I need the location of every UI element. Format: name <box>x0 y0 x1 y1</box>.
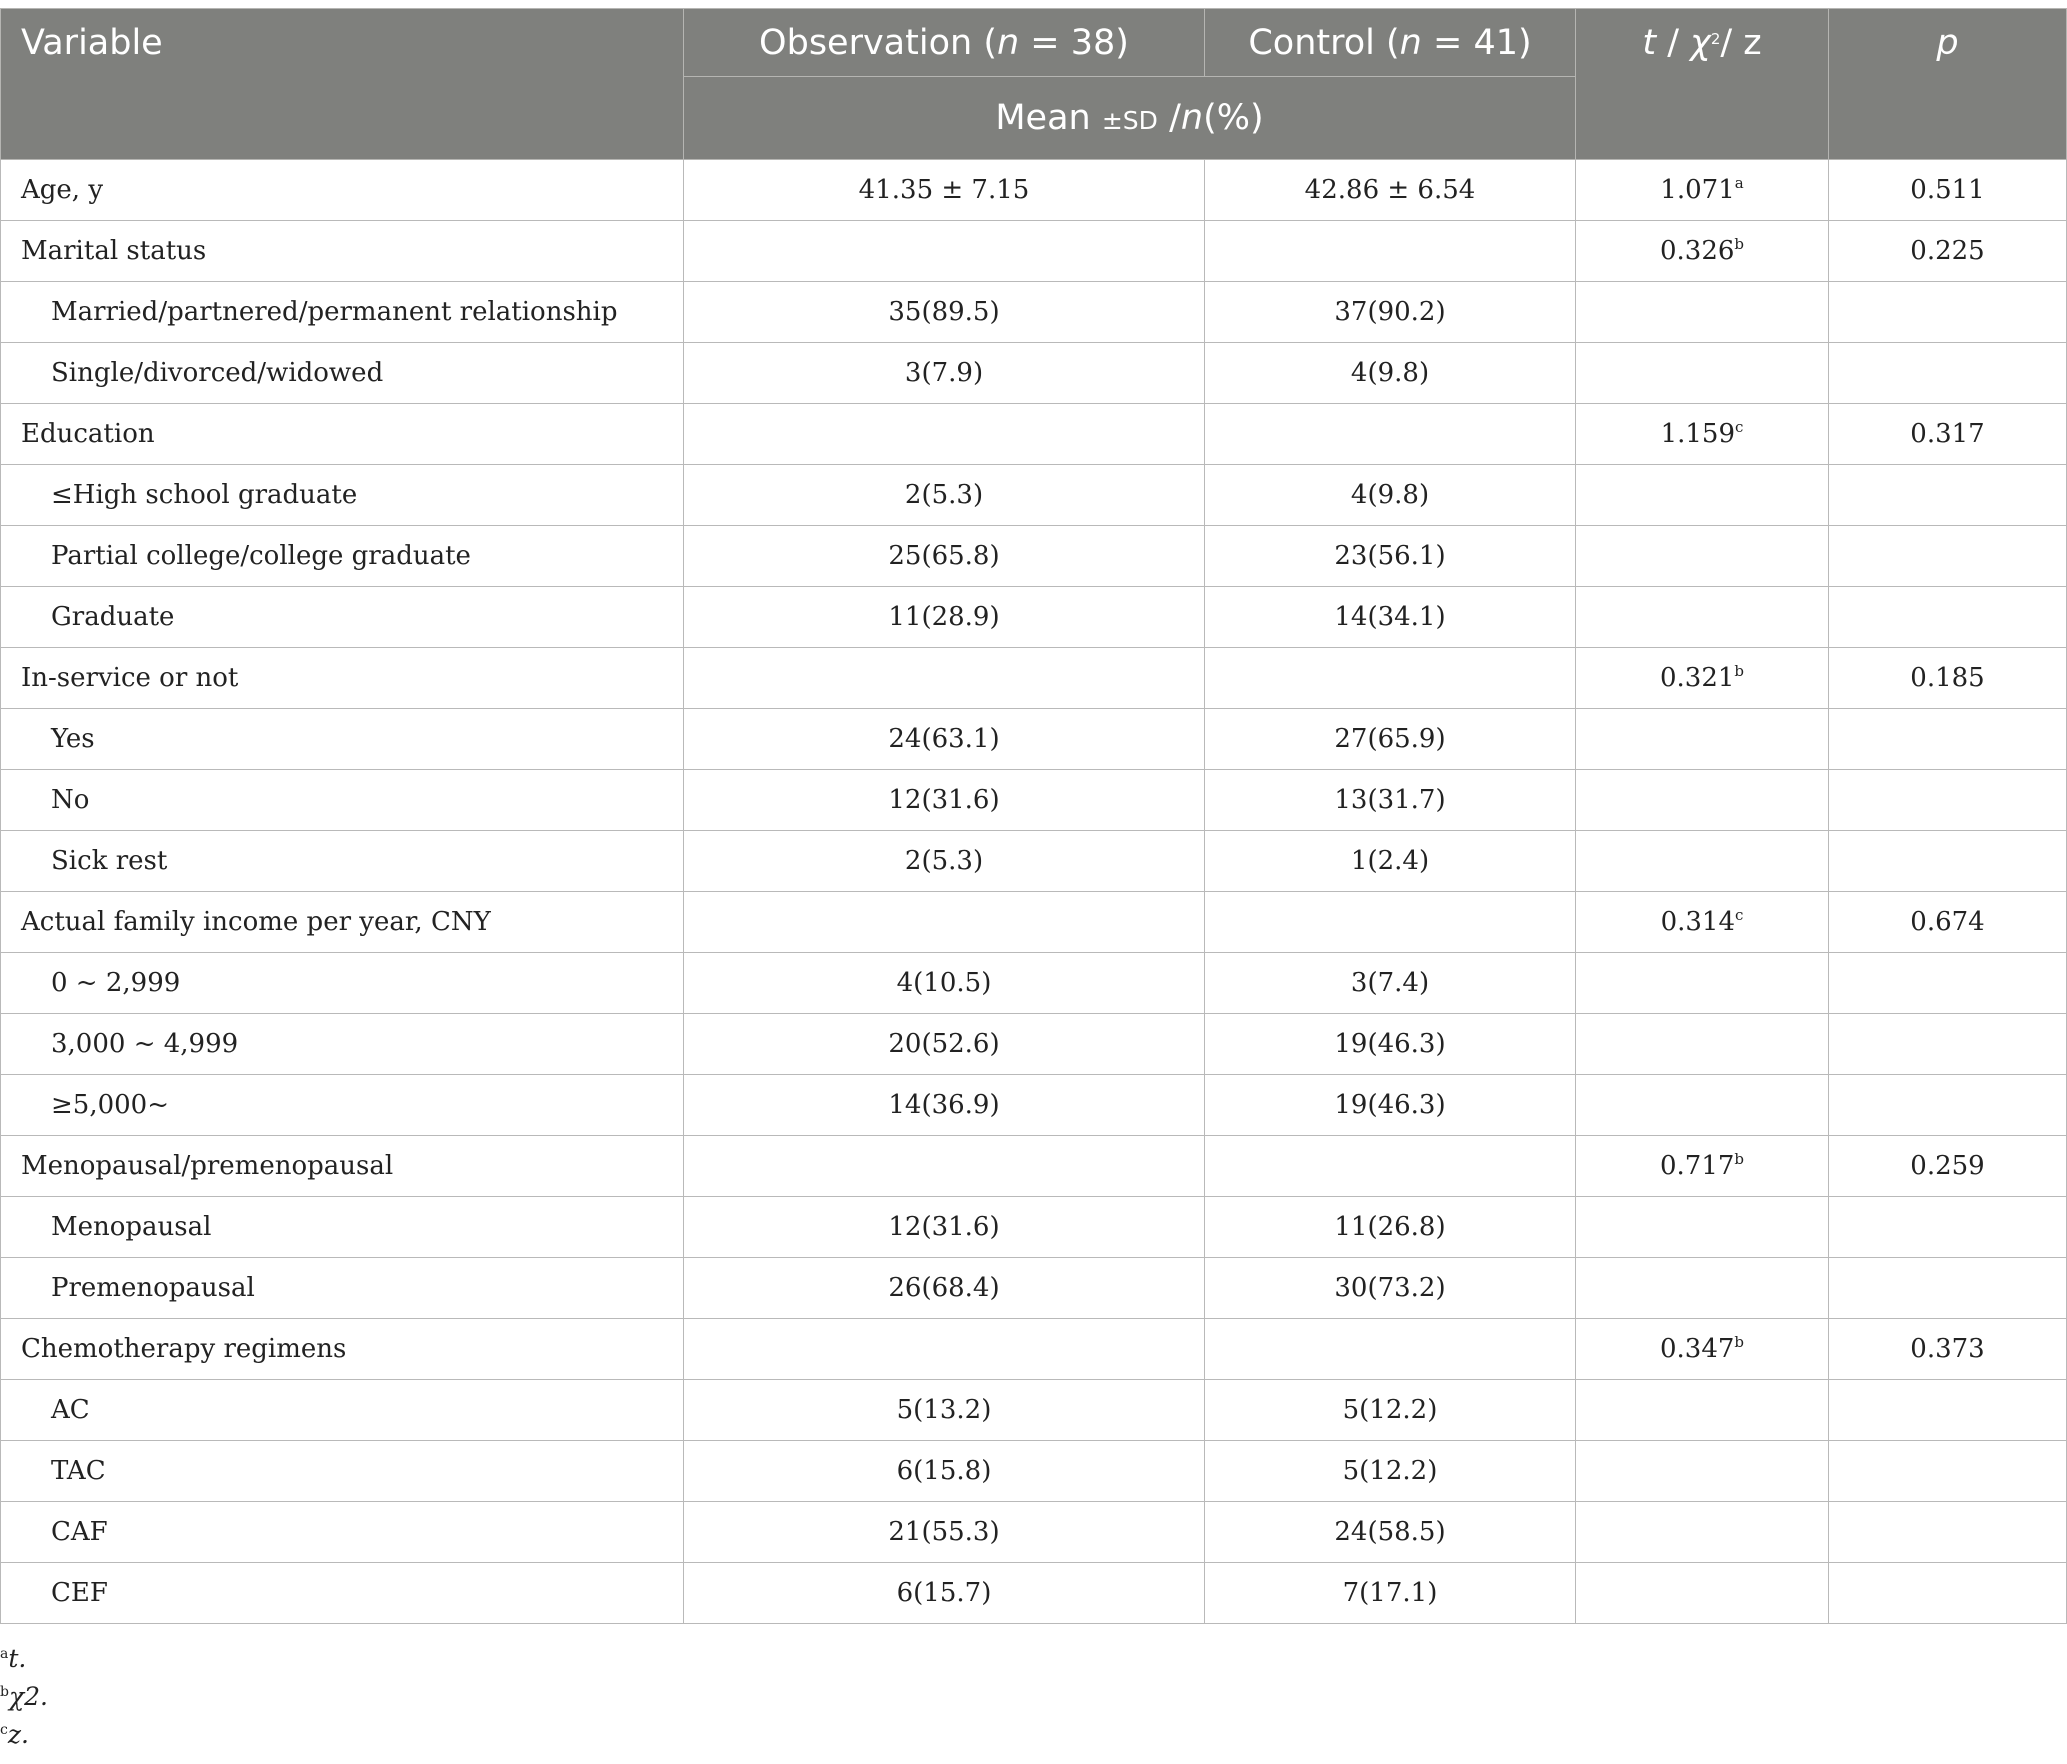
row-p-value <box>1829 1258 2067 1319</box>
row-observation <box>684 160 1205 221</box>
row-label-text: No <box>51 785 90 815</box>
table-row <box>1 648 2067 709</box>
row-label <box>1 1319 684 1380</box>
row-p-value <box>1829 1502 2067 1563</box>
row-observation <box>684 1258 1205 1319</box>
row-observation <box>684 465 1205 526</box>
table-header <box>1 9 2067 160</box>
row-label <box>1 1441 684 1502</box>
header-observation-label: Observation <box>759 22 973 63</box>
row-statistic <box>1576 282 1829 343</box>
row-observation-text: 11(28.9) <box>888 602 1000 632</box>
row-label-text: In-service or not <box>21 663 239 693</box>
row-p-value <box>1829 526 2067 587</box>
table-row <box>1 1258 2067 1319</box>
row-label-text: Yes <box>51 724 95 754</box>
row-observation-text: 2(5.3) <box>904 480 984 510</box>
row-observation-text: 41.35 ± 7.15 <box>858 175 1030 205</box>
row-statistic <box>1576 953 1829 1014</box>
row-observation <box>684 1014 1205 1075</box>
row-observation-text: 35(89.5) <box>888 297 1000 327</box>
row-observation <box>684 1197 1205 1258</box>
row-control-text: 42.86 ± 6.54 <box>1304 175 1476 205</box>
row-statistic-text: 0.314 <box>1660 907 1736 937</box>
row-observation-text: 12(31.6) <box>888 785 1000 815</box>
table-row <box>1 282 2067 343</box>
row-observation <box>684 221 1205 282</box>
row-control-text: 7(17.1) <box>1342 1578 1438 1608</box>
row-statistic <box>1576 709 1829 770</box>
row-statistic-text: 1.071 <box>1660 175 1735 205</box>
table-row <box>1 1380 2067 1441</box>
table-row <box>1 465 2067 526</box>
row-control <box>1205 709 1576 770</box>
table-row <box>1 1441 2067 1502</box>
row-observation-text: 3(7.9) <box>904 358 984 388</box>
row-control-text: 19(46.3) <box>1334 1090 1446 1120</box>
row-control <box>1205 1014 1576 1075</box>
statistic-superscript: b <box>1734 1150 1745 1168</box>
row-label <box>1 1563 684 1624</box>
row-observation <box>684 404 1205 465</box>
row-statistic <box>1576 587 1829 648</box>
row-p-value <box>1829 221 2067 282</box>
row-control <box>1205 892 1576 953</box>
row-statistic <box>1576 1014 1829 1075</box>
row-observation <box>684 526 1205 587</box>
row-control-text: 37(90.2) <box>1334 297 1446 327</box>
row-control-text: 27(65.9) <box>1334 724 1446 754</box>
row-control <box>1205 160 1576 221</box>
table-row <box>1 770 2067 831</box>
table-row <box>1 526 2067 587</box>
row-statistic <box>1576 343 1829 404</box>
row-observation-text: 12(31.6) <box>888 1212 1000 1242</box>
row-observation-text: 4(10.5) <box>896 968 992 998</box>
row-label-text: Married/partnered/permanent relationship <box>51 297 618 327</box>
table-row <box>1 1014 2067 1075</box>
row-label <box>1 1075 684 1136</box>
row-control <box>1205 221 1576 282</box>
row-control-text: 5(12.2) <box>1342 1456 1438 1486</box>
row-statistic <box>1576 1197 1829 1258</box>
row-label <box>1 953 684 1014</box>
footnote <box>0 1640 48 1678</box>
row-label <box>1 282 684 343</box>
row-control <box>1205 1258 1576 1319</box>
row-p-value <box>1829 1136 2067 1197</box>
footnote-text: z. <box>7 1720 29 1749</box>
row-label-text: Chemotherapy regimens <box>21 1334 347 1364</box>
row-control-text: 14(34.1) <box>1334 602 1446 632</box>
row-observation <box>684 1380 1205 1441</box>
row-statistic-text: 0.717 <box>1659 1151 1735 1181</box>
row-p-value-text: 0.511 <box>1910 175 1985 205</box>
footnote-mark: b <box>0 1684 9 1700</box>
row-statistic <box>1576 221 1829 282</box>
row-control-text: 3(7.4) <box>1350 968 1430 998</box>
row-label <box>1 343 684 404</box>
row-observation-text: 26(68.4) <box>888 1273 1000 1303</box>
row-control-text: 11(26.8) <box>1334 1212 1446 1242</box>
row-p-value <box>1829 343 2067 404</box>
row-statistic <box>1576 831 1829 892</box>
statistic-superscript: c <box>1735 418 1744 436</box>
row-control <box>1205 1197 1576 1258</box>
row-observation <box>684 1441 1205 1502</box>
table-row <box>1 709 2067 770</box>
statistic-superscript: b <box>1734 235 1745 253</box>
footnote-text: t. <box>8 1644 27 1673</box>
row-label <box>1 1502 684 1563</box>
table-row <box>1 953 2067 1014</box>
row-control <box>1205 1441 1576 1502</box>
row-control-text: 24(58.5) <box>1334 1517 1446 1547</box>
demographics-table <box>0 8 2067 1624</box>
row-p-value <box>1829 1197 2067 1258</box>
row-label-text: ≤High school graduate <box>51 480 358 510</box>
header-n-pct: /n(%) <box>1169 98 1264 138</box>
row-p-value <box>1829 282 2067 343</box>
row-control <box>1205 343 1576 404</box>
row-control-text: 30(73.2) <box>1334 1273 1446 1303</box>
row-control <box>1205 282 1576 343</box>
row-observation-text: 24(63.1) <box>888 724 1000 754</box>
row-statistic <box>1576 648 1829 709</box>
row-observation <box>684 1075 1205 1136</box>
row-observation <box>684 953 1205 1014</box>
row-p-value <box>1829 1075 2067 1136</box>
row-p-value <box>1829 953 2067 1014</box>
row-p-value <box>1829 1441 2067 1502</box>
row-p-value <box>1829 831 2067 892</box>
row-label-text: Education <box>21 419 155 449</box>
header-p-value <box>1829 9 2067 160</box>
row-statistic <box>1576 1258 1829 1319</box>
header-mean-sd <box>684 77 1576 160</box>
row-observation <box>684 343 1205 404</box>
row-statistic <box>1576 1441 1829 1502</box>
footnote-mark: c <box>0 1722 8 1738</box>
row-label <box>1 526 684 587</box>
row-statistic <box>1576 160 1829 221</box>
row-p-value-text: 0.185 <box>1910 663 1985 693</box>
row-label <box>1 1136 684 1197</box>
table-row <box>1 831 2067 892</box>
row-observation <box>684 1502 1205 1563</box>
header-control-n: 41 <box>1473 22 1518 63</box>
row-statistic <box>1576 770 1829 831</box>
row-control <box>1205 1380 1576 1441</box>
row-p-value <box>1829 465 2067 526</box>
table-row <box>1 160 2067 221</box>
row-statistic-text: 0.321 <box>1659 663 1735 693</box>
row-label-text: 3,000 ~ 4,999 <box>51 1029 239 1059</box>
statistic-superscript: a <box>1734 174 1744 192</box>
row-control <box>1205 465 1576 526</box>
row-label <box>1 465 684 526</box>
row-control-text: 4(9.8) <box>1350 480 1430 510</box>
row-observation-text: 14(36.9) <box>888 1090 1000 1120</box>
row-observation-text: 21(55.3) <box>888 1517 1000 1547</box>
header-control-label: Control <box>1248 22 1375 63</box>
row-control-text: 19(46.3) <box>1334 1029 1446 1059</box>
row-statistic <box>1576 1136 1829 1197</box>
table-row <box>1 587 2067 648</box>
row-statistic <box>1576 1075 1829 1136</box>
row-label <box>1 831 684 892</box>
row-statistic <box>1576 1563 1829 1624</box>
row-statistic <box>1576 1380 1829 1441</box>
row-label-text: CEF <box>51 1578 108 1608</box>
row-p-value <box>1829 1014 2067 1075</box>
table-row <box>1 1319 2067 1380</box>
footnote <box>0 1678 48 1716</box>
row-p-value <box>1829 1319 2067 1380</box>
header-observation-n: 38 <box>1070 22 1116 63</box>
row-control <box>1205 953 1576 1014</box>
header-sd: ±SD <box>1101 106 1158 135</box>
row-observation-text: 6(15.8) <box>896 1456 992 1486</box>
row-label-text: Partial college/college graduate <box>51 541 471 571</box>
footnote <box>0 1716 48 1754</box>
row-p-value-text: 0.373 <box>1910 1334 1985 1364</box>
row-statistic <box>1576 892 1829 953</box>
table-row <box>1 1197 2067 1258</box>
row-label <box>1 648 684 709</box>
row-p-value <box>1829 709 2067 770</box>
row-label-text: Age, y <box>21 175 104 205</box>
row-observation-text: 6(15.7) <box>896 1578 992 1608</box>
row-control <box>1205 770 1576 831</box>
row-observation <box>684 587 1205 648</box>
row-control <box>1205 1136 1576 1197</box>
row-observation <box>684 892 1205 953</box>
row-label-text: Graduate <box>51 602 175 632</box>
row-observation <box>684 831 1205 892</box>
row-observation <box>684 1563 1205 1624</box>
header-statistic: t / $\chi^2/$ z <box>1576 9 1829 160</box>
row-control-text: 23(56.1) <box>1334 541 1446 571</box>
row-label-text: Marital status <box>21 236 207 266</box>
row-observation <box>684 1136 1205 1197</box>
footnotes <box>0 1640 48 1754</box>
table-row <box>1 1136 2067 1197</box>
row-label-text: Actual family income per year, CNY <box>21 907 491 937</box>
row-control <box>1205 831 1576 892</box>
table-row <box>1 404 2067 465</box>
table-row <box>1 1502 2067 1563</box>
row-p-value <box>1829 1380 2067 1441</box>
row-label <box>1 1014 684 1075</box>
statistic-superscript: b <box>1734 1333 1745 1351</box>
row-observation-text: 2(5.3) <box>904 846 984 876</box>
header-mean: Mean <box>995 98 1091 138</box>
row-p-value <box>1829 1563 2067 1624</box>
footnote-mark: a <box>0 1646 9 1662</box>
row-statistic <box>1576 465 1829 526</box>
row-observation <box>684 648 1205 709</box>
row-p-value <box>1829 160 2067 221</box>
row-statistic <box>1576 1319 1829 1380</box>
table-container <box>0 8 2067 1624</box>
row-statistic <box>1576 404 1829 465</box>
row-label <box>1 770 684 831</box>
row-label-text: CAF <box>51 1517 108 1547</box>
row-control-text: 5(12.2) <box>1342 1395 1438 1425</box>
row-label <box>1 587 684 648</box>
row-label <box>1 404 684 465</box>
row-control-text: 1(2.4) <box>1350 846 1430 876</box>
row-label-text: Menopausal <box>51 1212 212 1242</box>
row-label-text: ≥5,000~ <box>51 1090 170 1120</box>
header-control: Control (n = 41) <box>1205 9 1576 77</box>
row-p-value-text: 0.317 <box>1910 419 1985 449</box>
row-control <box>1205 526 1576 587</box>
row-control <box>1205 404 1576 465</box>
row-label <box>1 709 684 770</box>
header-observation: Observation (n = 38) <box>684 9 1205 77</box>
row-p-value <box>1829 648 2067 709</box>
row-observation <box>684 770 1205 831</box>
table-row <box>1 1563 2067 1624</box>
row-observation <box>684 1319 1205 1380</box>
row-label-text: AC <box>51 1395 90 1425</box>
table-row <box>1 1075 2067 1136</box>
row-p-value <box>1829 892 2067 953</box>
row-observation-text: 20(52.6) <box>888 1029 1000 1059</box>
row-statistic-text: 0.347 <box>1659 1334 1735 1364</box>
table-row <box>1 343 2067 404</box>
row-control <box>1205 648 1576 709</box>
row-p-value <box>1829 404 2067 465</box>
row-statistic-text: 0.326 <box>1659 236 1735 266</box>
row-statistic <box>1576 526 1829 587</box>
row-label <box>1 1380 684 1441</box>
header-variable: Variable <box>1 9 684 160</box>
statistic-superscript: b <box>1734 662 1745 680</box>
row-p-value <box>1829 587 2067 648</box>
table-body <box>1 160 2067 1624</box>
row-control <box>1205 1563 1576 1624</box>
row-control <box>1205 587 1576 648</box>
table-row <box>1 892 2067 953</box>
row-statistic <box>1576 1502 1829 1563</box>
row-control-text: 4(9.8) <box>1350 358 1430 388</box>
row-observation <box>684 282 1205 343</box>
row-label <box>1 160 684 221</box>
row-label <box>1 1197 684 1258</box>
row-p-value-text: 0.225 <box>1910 236 1985 266</box>
row-control <box>1205 1502 1576 1563</box>
row-label <box>1 221 684 282</box>
row-observation <box>684 709 1205 770</box>
row-control-text: 13(31.7) <box>1334 785 1446 815</box>
row-label-text: 0 ~ 2,999 <box>51 968 181 998</box>
row-p-value <box>1829 770 2067 831</box>
table-row <box>1 221 2067 282</box>
row-observation-text: 25(65.8) <box>888 541 1000 571</box>
statistic-superscript: c <box>1735 906 1744 924</box>
row-label-text: TAC <box>51 1456 106 1486</box>
row-p-value-text: 0.674 <box>1910 907 1985 937</box>
row-label-text: Menopausal/premenopausal <box>21 1151 394 1181</box>
row-label <box>1 892 684 953</box>
row-label-text: Single/divorced/widowed <box>51 358 384 388</box>
row-p-value-text: 0.259 <box>1910 1151 1985 1181</box>
row-control <box>1205 1075 1576 1136</box>
row-label <box>1 1258 684 1319</box>
row-observation-text: 5(13.2) <box>896 1395 992 1425</box>
row-control <box>1205 1319 1576 1380</box>
header-p-label: p <box>1936 23 1959 63</box>
footnote-text: χ2. <box>8 1682 48 1711</box>
row-label-text: Sick rest <box>51 846 168 876</box>
row-statistic-text: 1.159 <box>1660 419 1736 449</box>
row-label-text: Premenopausal <box>51 1273 255 1303</box>
